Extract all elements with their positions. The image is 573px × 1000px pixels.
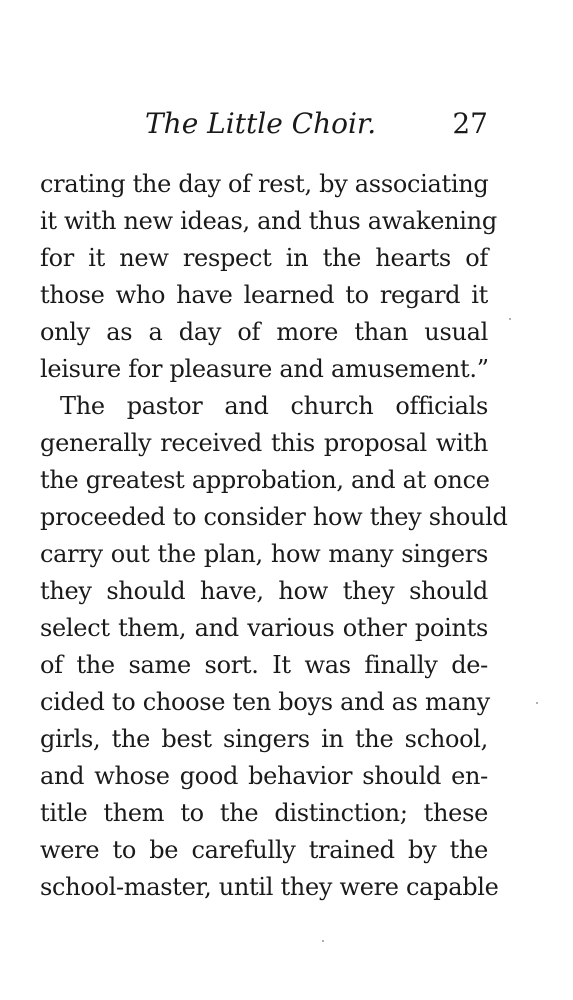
text-line: title them to the distinction; these xyxy=(40,799,488,827)
text-line: The pastor and church officials xyxy=(60,392,488,420)
scan-speck xyxy=(322,940,324,942)
text-line: girls, the best singers in the school, xyxy=(40,725,488,753)
running-title: The Little Choir. xyxy=(145,107,377,140)
text-line: leisure for pleasure and amusement.” xyxy=(40,355,489,383)
running-head xyxy=(40,104,488,144)
text-line: only as a day of more than usual xyxy=(40,318,488,346)
text-line: generally received this proposal with xyxy=(40,429,488,457)
text-line: those who have learned to regard it xyxy=(40,281,488,309)
text-line: for it new respect in the hearts of xyxy=(40,244,488,272)
text-line: cided to choose ten boys and as many xyxy=(40,688,490,716)
text-line: school-master, until they were capable xyxy=(40,873,499,901)
text-line: were to be carefully trained by the xyxy=(40,836,488,864)
text-line: of the same sort. It was finally de- xyxy=(40,651,488,679)
text-line: crating the day of rest, by associating xyxy=(40,170,489,198)
text-line: it with new ideas, and thus awakening xyxy=(40,207,497,235)
text-line: they should have, how they should xyxy=(40,577,488,605)
text-line: the greatest approbation, and at once xyxy=(40,466,490,494)
text-line: carry out the plan, how many singers xyxy=(40,540,488,568)
scan-speck xyxy=(509,318,511,320)
text-line: and whose good behavior should en- xyxy=(40,762,488,790)
text-line: select them, and various other points xyxy=(40,614,488,642)
text-line: proceeded to consider how they should xyxy=(40,503,508,531)
scan-speck xyxy=(536,702,538,704)
body-text xyxy=(40,166,508,906)
page-number: 27 xyxy=(452,107,488,140)
